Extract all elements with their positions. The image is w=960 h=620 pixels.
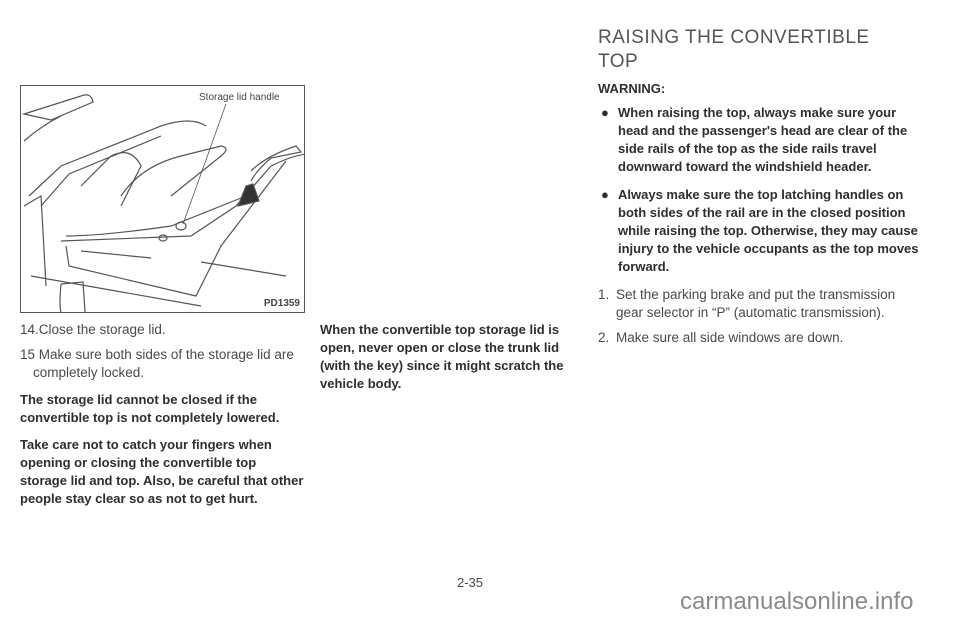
- trunk-lid-caution: When the convertible top storage lid is open, never open or close the trunk lid (with the key) since it might scratch the vehicle body.: [320, 322, 564, 391]
- figure-code: PD1359: [263, 298, 300, 309]
- bullet-icon: ●: [601, 187, 609, 202]
- bullet-icon: ●: [601, 105, 609, 120]
- right-column: [598, 26, 923, 347]
- section-title: RAISING THE CONVERTIBLE TOP: [598, 27, 870, 72]
- left-column: [20, 321, 305, 508]
- convertible-storage-lid-illustration: [20, 85, 305, 313]
- page-number: 2-35: [456, 575, 484, 590]
- lid-note: The storage lid cannot be closed if the convertible top is not completely lowered.: [20, 392, 280, 425]
- step-15: 15 Make sure both sides of the storage lid are completely locked.: [20, 347, 294, 380]
- step-item: [598, 329, 923, 347]
- caution-note: Take care not to catch your fingers when opening or closing the convertible top storage lid and top. Also, be careful that other people stay clear so as not to get hurt.: [20, 437, 304, 506]
- step-item: [598, 286, 923, 322]
- warning-item: [598, 186, 923, 276]
- step-number: 1.: [598, 287, 610, 302]
- warning-text: Always make sure the top latching handles on both sides of the rail are in the closed position while raising the top. Otherwise, they may cause injury to the vehicle occupants as the top moves forward.: [618, 187, 919, 274]
- step-14: 14.Close the storage lid.: [20, 322, 166, 337]
- step-number: 2.: [598, 330, 610, 345]
- warning-text: When raising the top, always make sure your head and the passenger's head are clear of the side rails of the top as the side rails travel downward toward the windshield header.: [618, 105, 908, 174]
- callout-label: Storage lid handle: [199, 92, 280, 103]
- warning-item: [598, 104, 923, 176]
- watermark: carmanualsonline.info: [680, 588, 914, 615]
- middle-column: [320, 321, 590, 393]
- step-text: Make sure all side windows are down.: [616, 330, 844, 345]
- step-text: Set the parking brake and put the transmission gear selector in “P” (automatic transmission).: [616, 287, 896, 320]
- car-rear-deck-drawing: [21, 86, 304, 312]
- warning-label: WARNING:: [598, 81, 666, 96]
